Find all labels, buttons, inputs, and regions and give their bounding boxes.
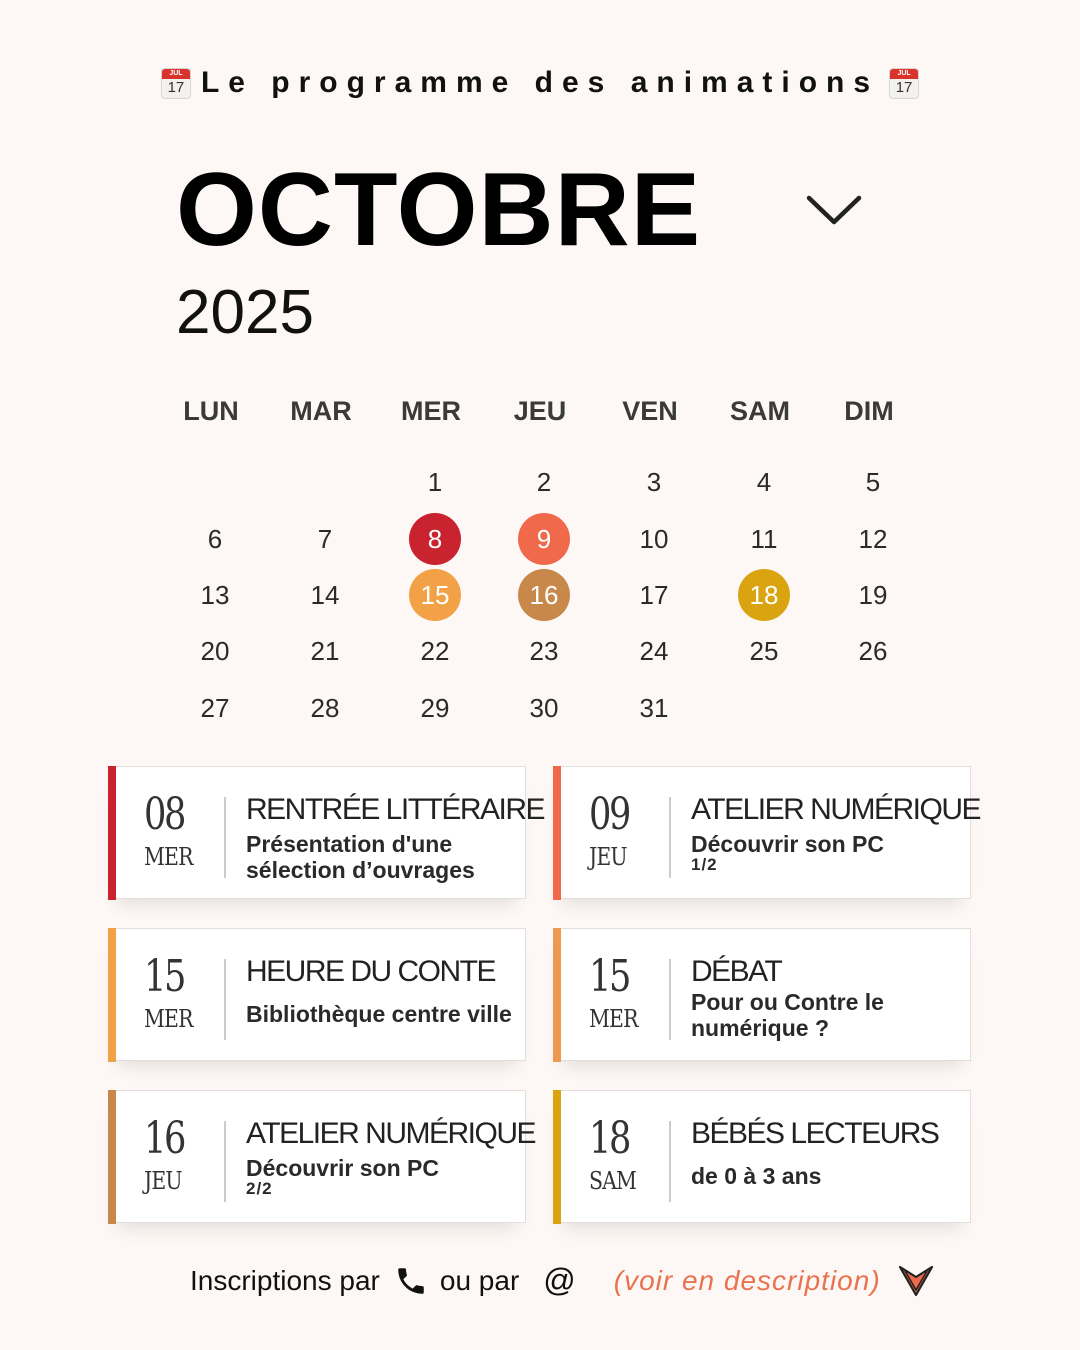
event-title: DÉBAT <box>691 955 782 988</box>
header-title: Le programme des animations <box>200 66 880 99</box>
header <box>0 66 1080 100</box>
event-title: HEURE DU CONTE <box>246 955 496 988</box>
weekday-header: MAR <box>290 396 352 426</box>
event-subtitle: Présentation d'une sélection d’ouvrages <box>246 831 475 883</box>
event-weekday: JEU <box>589 843 627 871</box>
calendar-day[interactable]: 17 <box>639 580 669 610</box>
event-day-number: 15 <box>144 951 184 1002</box>
event-color-bar <box>108 928 116 1062</box>
weekday-header: VEN <box>622 396 678 426</box>
event-day-number: 16 <box>144 1113 184 1164</box>
calendar-day[interactable]: 12 <box>858 524 888 554</box>
event-color-bar <box>553 766 561 900</box>
calendar-day[interactable]: 19 <box>858 580 888 610</box>
calendar-day[interactable]: 21 <box>310 636 340 666</box>
event-color-bar <box>108 766 116 900</box>
event-weekday: MER <box>144 1005 193 1033</box>
event-day-number: 18 <box>589 1113 629 1164</box>
at-sign: @ <box>543 1262 576 1298</box>
event-subtitle: Bibliothèque centre ville <box>246 1001 512 1027</box>
weekday-header: JEU <box>513 396 567 426</box>
calendar-day[interactable]: 25 <box>749 636 779 666</box>
event-card[interactable] <box>108 1090 535 1223</box>
event-title: ATELIER NUMÉRIQUE <box>691 793 980 826</box>
event-note: 2/2 <box>246 1179 273 1198</box>
calendar-day[interactable]: 30 <box>529 693 559 723</box>
calendar-day[interactable]: 9 <box>518 513 570 565</box>
chevron-down-icon[interactable] <box>805 190 863 230</box>
calendar-day[interactable]: 4 <box>756 467 772 497</box>
calendar-icon: JUL 17 <box>161 68 191 99</box>
event-color-bar <box>108 1090 116 1224</box>
calendar-day[interactable]: 15 <box>409 569 461 621</box>
calendar-day[interactable]: 29 <box>420 693 450 723</box>
calendar-day[interactable]: 27 <box>200 693 230 723</box>
event-note: 1/2 <box>691 855 718 874</box>
weekday-header: MER <box>401 396 461 426</box>
event-day-number: 08 <box>144 789 184 840</box>
calendar-day[interactable]: 3 <box>646 467 662 497</box>
event-weekday: JEU <box>144 1167 182 1195</box>
event-card[interactable] <box>108 766 545 899</box>
calendar-day[interactable]: 5 <box>865 467 881 497</box>
footer-text: Inscriptions par <box>190 1264 380 1296</box>
event-subtitle: de 0 à 3 ans <box>691 1163 822 1189</box>
event-separator <box>224 1121 226 1202</box>
calendar-day[interactable]: 23 <box>529 636 559 666</box>
arrow-down-icon <box>897 1263 935 1299</box>
event-title: BÉBÉS LECTEURS <box>691 1117 939 1150</box>
weekday-header: DIM <box>844 396 894 426</box>
footer-text-2: ou par <box>439 1264 520 1296</box>
event-weekday: SAM <box>589 1167 637 1195</box>
event-card[interactable] <box>553 1090 971 1223</box>
calendar-day[interactable]: 18 <box>738 569 790 621</box>
year: 2025 <box>176 278 314 347</box>
weekday-header: LUN <box>183 396 239 426</box>
weekday-header: SAM <box>730 396 790 426</box>
event-card[interactable] <box>553 928 971 1061</box>
calendar-day[interactable]: 31 <box>639 693 669 723</box>
calendar-day[interactable]: 10 <box>639 524 669 554</box>
event-subtitle: Pour ou Contre le numérique ? <box>691 989 884 1041</box>
event-day-number: 09 <box>589 789 629 840</box>
calendar-icon: JUL 17 <box>889 68 919 99</box>
event-color-bar <box>553 928 561 1062</box>
event-title: RENTRÉE LITTÉRAIRE <box>246 793 545 826</box>
calendar-day[interactable]: 22 <box>420 636 450 666</box>
event-card[interactable] <box>553 766 980 899</box>
calendar-day[interactable]: 26 <box>858 636 888 666</box>
calendar-day[interactable]: 8 <box>409 513 461 565</box>
calendar-day[interactable]: 24 <box>639 636 669 666</box>
calendar-day[interactable]: 14 <box>310 580 340 610</box>
event-day-number: 15 <box>589 951 629 1002</box>
event-separator <box>669 797 671 878</box>
calendar-day[interactable]: 20 <box>200 636 230 666</box>
event-separator <box>224 959 226 1040</box>
month-title: OCTOBRE <box>176 152 702 268</box>
event-weekday: MER <box>589 1005 638 1033</box>
calendar-day[interactable]: 16 <box>518 569 570 621</box>
event-title: ATELIER NUMÉRIQUE <box>246 1117 535 1150</box>
phone-icon <box>394 1264 428 1298</box>
calendar-day[interactable]: 6 <box>207 524 223 554</box>
event-weekday: MER <box>144 843 193 871</box>
calendar-day[interactable]: 1 <box>427 467 443 497</box>
calendar-day[interactable]: 13 <box>200 580 230 610</box>
calendar-day[interactable]: 28 <box>310 693 340 723</box>
calendar-day[interactable]: 11 <box>750 524 778 554</box>
calendar-day[interactable]: 7 <box>317 524 333 554</box>
event-separator <box>224 797 226 878</box>
calendar-day[interactable]: 2 <box>536 467 552 497</box>
event-color-bar <box>553 1090 561 1224</box>
event-separator <box>669 1121 671 1202</box>
event-separator <box>669 959 671 1040</box>
footer <box>190 1262 935 1299</box>
event-subtitle: Découvrir son PC <box>691 831 884 857</box>
event-card[interactable] <box>108 928 526 1061</box>
description-link[interactable]: (voir en description) <box>613 1264 881 1296</box>
event-subtitle: Découvrir son PC <box>246 1155 439 1181</box>
